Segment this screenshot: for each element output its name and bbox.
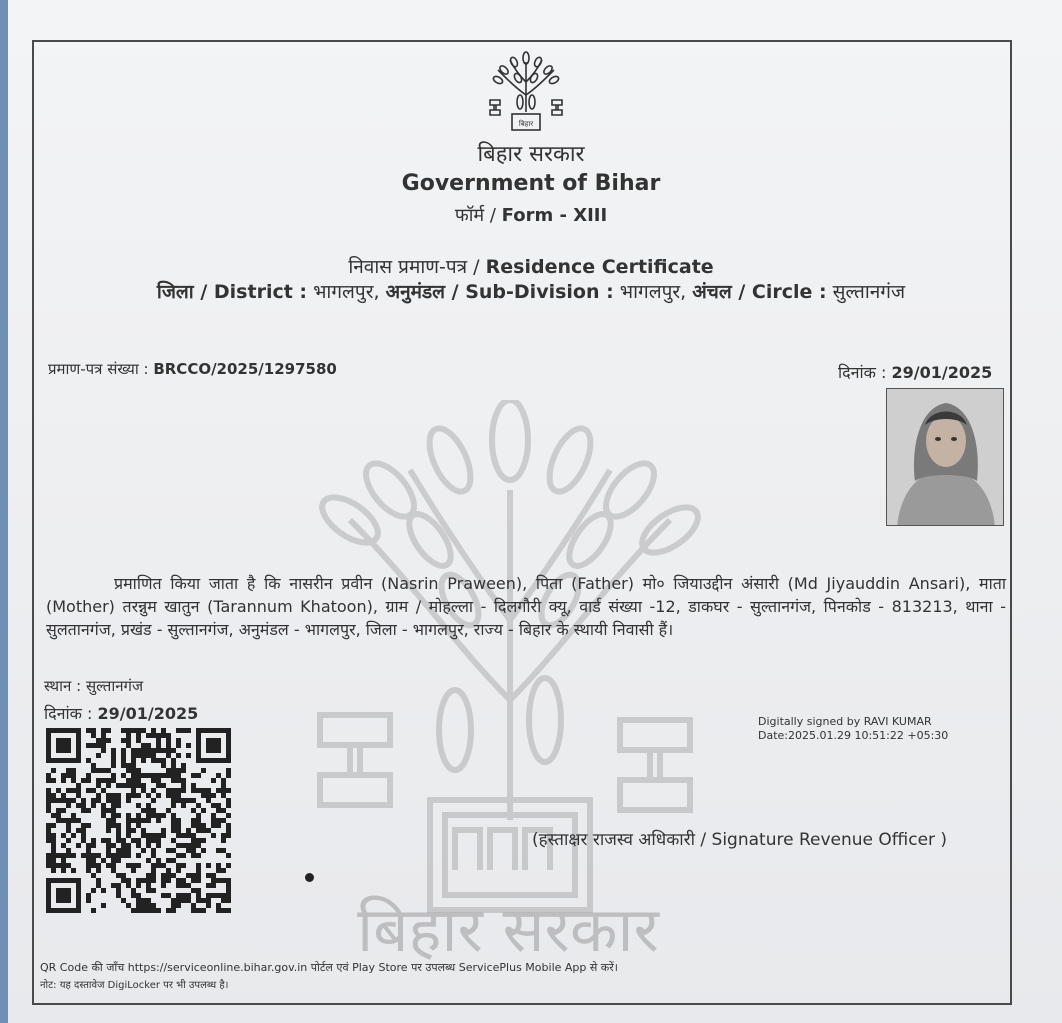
district-value: भागलपुर, — [313, 281, 380, 303]
circle-label: अंचल / Circle : — [692, 281, 827, 303]
issue-place — [44, 676, 143, 696]
circle-value: सुल्तानगंज — [832, 281, 906, 303]
issue-place-label: स्थान : — [44, 677, 82, 695]
certificate-date-value: 29/01/2025 — [891, 363, 993, 382]
issue-date-label: दिनांक : — [44, 704, 93, 723]
certificate-number-value: BRCCO/2025/1297580 — [153, 360, 337, 378]
government-name-english: Government of Bihar — [401, 171, 661, 196]
district-label: जिला / District : — [156, 281, 308, 303]
certificate-title-english: Residence Certificate — [485, 256, 714, 278]
qr-modules — [46, 728, 231, 913]
watermark-text: बिहार सरकार — [357, 893, 659, 966]
digilocker-note: नोट: यह दस्तावेज DigiLocker पर भी उपलब्ध है। — [40, 980, 229, 991]
qr-code-icon — [46, 728, 240, 920]
emblem-label: बिहार — [518, 120, 534, 128]
digital-signature-name: Digitally signed by RAVI KUMAR — [758, 715, 932, 728]
issue-date-value: 29/01/2025 — [97, 704, 199, 723]
form-number — [0, 203, 1062, 227]
form-label-hindi: फॉर्म / — [454, 205, 496, 226]
bihar-emblem-icon — [484, 50, 568, 134]
qr-finder-pattern — [49, 881, 79, 911]
issue-date — [44, 702, 198, 724]
certificate-date — [838, 361, 992, 383]
issue-place-value: सुल्तानगंज — [85, 677, 144, 695]
qr-finder-pattern — [199, 731, 229, 761]
ink-spot — [305, 873, 314, 882]
certificate-date-label: दिनांक : — [838, 363, 887, 382]
jurisdiction-line — [0, 278, 1062, 304]
signature-caption — [532, 827, 947, 850]
qr-verification-note: QR Code की जाँच https://serviceonline.bihar.gov.in पोर्टल एवं Play Store पर उपलब्ध ServicePlus Mobile App से करें। — [40, 961, 618, 974]
government-name-hindi: बिहार सरकार — [477, 142, 585, 167]
certificate-title — [0, 253, 1062, 279]
certificate-number — [48, 359, 337, 379]
qr-finder-pattern — [49, 731, 79, 761]
digital-signature-date: Date:2025.01.29 10:51:22 +05:30 — [758, 729, 949, 742]
signature-caption-text: (हस्ताक्षर राजस्व अधिकारी / Signature Revenue Officer ) — [532, 830, 948, 850]
applicant-photo-image — [887, 389, 1004, 526]
form-label-english: Form - XIII — [501, 205, 608, 226]
digital-signature — [758, 715, 948, 743]
certificate-body-text: प्रमाणित किया जाता है कि नासरीन प्रवीन (Nasrin Praween), पिता (Father) मो० जियाउद्दीन अंसारी (Md Jiyauddin Ansari), माता (Mother) तरन्नुम खातुन (Tarannum Khatoon), ग्राम / मोहल्ला - दिलगौरी क्यू, वार्ड संख्या -12, डाकघर - सुल्तानगंज, पिनकोड - 813213, थाना - सुलतानगंज, प्रखंड - सुल्तानगंज, अनुमंडल - भागलपुर, जिला - भागलपुर, राज्य - बिहार के स्थायी निवासी हैं। — [46, 574, 1006, 639]
subdivision-label: अनुमंडल / Sub-Division : — [385, 281, 614, 303]
applicant-photo — [886, 388, 1004, 526]
certificate-title-hindi: निवास प्रमाण-पत्र / — [348, 256, 480, 278]
certificate-body — [46, 572, 1006, 641]
subdivision-value: भागलपुर, — [619, 281, 687, 303]
certificate-number-label: प्रमाण-पत्र संख्या : — [48, 360, 149, 378]
